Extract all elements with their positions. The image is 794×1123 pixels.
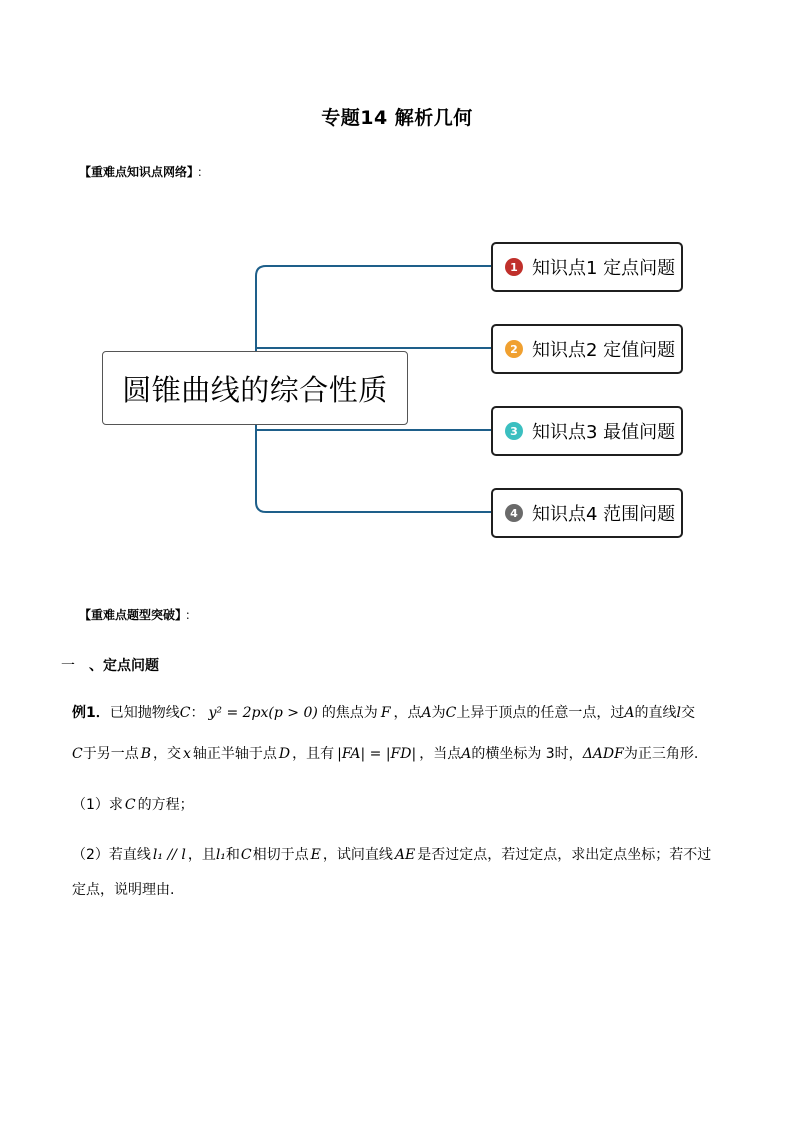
- math-var: E: [310, 847, 321, 863]
- text: ，点: [393, 705, 422, 721]
- section-label-knowledge-network: [79, 163, 209, 180]
- math-var: D: [278, 746, 291, 762]
- text: 上异于顶点的任意一点，过: [456, 705, 625, 721]
- page-title: 专题14 解析几何: [321, 107, 473, 129]
- example-label: 例1．: [72, 705, 110, 721]
- text: 轴正半轴于点: [192, 746, 277, 762]
- question-2-line-1: [72, 845, 711, 865]
- number-3-icon: 3: [505, 422, 523, 440]
- question-2-line-2: 定点，说明理由.: [72, 882, 175, 898]
- math-equation: y² = 2px(p > 0): [208, 705, 318, 721]
- text: 和: [225, 847, 240, 863]
- text: ，交: [153, 746, 182, 762]
- number-1-icon: 1: [505, 258, 523, 276]
- mindmap-branch-2: [491, 324, 683, 374]
- text: 为: [431, 705, 446, 721]
- number-4-icon: 4: [505, 504, 523, 522]
- mindmap-branch-1: [491, 242, 683, 292]
- text: 于另一点: [82, 746, 139, 762]
- text: ，当点: [419, 746, 462, 762]
- math-var: A: [421, 705, 432, 721]
- math-var: AE: [394, 847, 416, 863]
- math-expression: l₁ // l: [152, 847, 186, 863]
- example-line-2: [72, 744, 698, 764]
- text: ，试问直线: [322, 847, 393, 863]
- branch-label: 知识点1 定点问题: [532, 258, 676, 279]
- heading-number: 一: [61, 658, 75, 674]
- math-var: C: [445, 705, 457, 721]
- number-2-icon: 2: [505, 340, 523, 358]
- math-var: A: [461, 746, 472, 762]
- colon: ：: [197, 165, 210, 179]
- text: 交: [680, 705, 695, 721]
- math-triangle: ΔADF: [582, 746, 624, 762]
- math-var: C: [179, 705, 191, 721]
- section-heading: [61, 655, 159, 675]
- math-var: B: [140, 746, 152, 762]
- text: 求: [108, 797, 123, 813]
- branch-label: 知识点2 定值问题: [532, 340, 676, 361]
- math-var: C: [72, 746, 83, 762]
- question-1: [72, 795, 194, 815]
- text: 的方程；: [137, 797, 194, 813]
- branch-label: 知识点3 最值问题: [532, 422, 676, 443]
- math-equation: |FA| = |FD|: [337, 746, 417, 762]
- mindmap-center-node: 圆锥曲线的综合性质: [102, 351, 408, 425]
- mindmap-branch-3: [491, 406, 683, 456]
- section-label-text: 【重难点知识点网络】: [79, 165, 194, 179]
- text: ：: [190, 705, 205, 721]
- math-var: C: [240, 847, 252, 863]
- text: 的直线: [634, 705, 677, 721]
- math-var: x: [183, 746, 191, 762]
- text: ，且: [187, 847, 216, 863]
- math-var: l: [676, 705, 681, 721]
- connector-line-1: [256, 266, 491, 348]
- section-label-question-types: [79, 606, 197, 623]
- text: 已知抛物线: [109, 705, 180, 721]
- math-var: F: [380, 705, 391, 721]
- branch-label: 知识点4 范围问题: [532, 504, 676, 525]
- text: 的焦点为: [321, 705, 378, 721]
- text: 相切于点: [252, 847, 309, 863]
- text: ，且有: [292, 746, 335, 762]
- section-label-text: 【重难点题型突破】: [79, 608, 182, 622]
- math-var: l₁: [215, 847, 226, 863]
- text: 的横坐标为 3时，: [471, 746, 583, 762]
- example-line-1: [72, 703, 695, 723]
- heading-text: 、定点问题: [89, 658, 159, 674]
- text: 若直线: [108, 847, 151, 863]
- math-var: A: [624, 705, 635, 721]
- text: 是否过定点，若过定点，求出定点坐标；若不过: [417, 847, 712, 863]
- question-number: （2）: [72, 847, 109, 863]
- colon: ：: [185, 608, 198, 622]
- mindmap-branch-4: [491, 488, 683, 538]
- question-number: （1）: [72, 797, 109, 813]
- math-var: C: [124, 797, 136, 813]
- text: 为正三角形.: [623, 746, 699, 762]
